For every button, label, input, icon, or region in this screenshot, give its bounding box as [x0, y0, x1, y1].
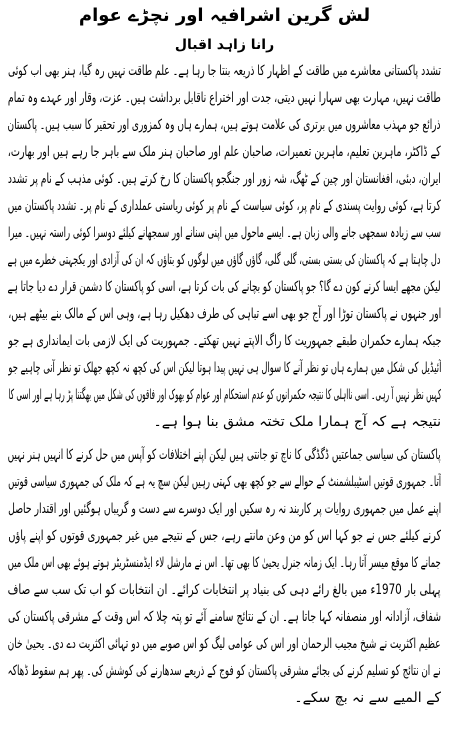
body-line-text: طاقت نہیں، مہارت بھی سہارا نہیں دیتی، جدت اور اختراع ناقابل برداشت ہیں۔ عزت، وقار اور عہدے وہ تمام — [8, 90, 441, 106]
body-line-text: اپنے عمل میں جمہوری روایات پر کاربند نہ رہ سکیں اور ایک دوسرے سے دست و گریباں ہوگئیں اور اقتدار حاصل — [8, 501, 441, 517]
body-line-text: دل چاہتا ہے کہ پاکستان کی بستی بستی، گلی گلی، گاؤں گاؤں میں لوگوں کو بتاؤں کہ ان کی آزادی اور یکجہتی خطرے میں ہے — [8, 252, 441, 268]
body-line — [8, 85, 441, 112]
body-line — [8, 382, 441, 409]
body-line — [8, 193, 441, 220]
body-line — [8, 355, 441, 382]
body-line-text: اور جنہوں نے پاکستان توڑا اور آج جو بھی اسے تباہی کی طرف دھکیل رہا ہے، وہی اس کے مالک بنے بیٹھے ہیں، — [8, 306, 441, 322]
body-line — [8, 577, 441, 604]
body-line — [8, 631, 441, 658]
body-line-text: کے المیے سے نہ بچ سکے۔ — [294, 690, 441, 706]
body-line-text: کے ڈاکٹر، ماہرین تعلیم، ماہرین تعمیرات، صاحبان علم اور صاحبان ہنر ملک سے باہر جا رہے ہیں اور بھارت، — [8, 144, 441, 160]
body-line-text: آئیڈیل کی شکل میں ہمارے ہاں تو نظر آنے کا سوال ہی نہیں پیدا ہوتا لیکن اس کی کچھ نہ کچھ جھلک تو نظر آنی چاہیے جو — [8, 360, 441, 376]
body-line-text: جبکہ ہمارے حکمران طبقے جمہوریت کا راگ الاپتے نہیں تھکتے۔ جمہوریت کی ایک لازمی بات ایمانداری ہے جو — [8, 333, 441, 349]
body-line — [8, 685, 441, 712]
body-line-text: لیکن مجھے ایسا کرنے کون دے گا؟ جو پاکستان کو بچانے کی بات کرتا ہے، اسی کو پاکستان کا دشمن قرار دے دیا جاتا ہے — [8, 279, 441, 295]
body-line-text: کرتا ہے، کوئی روایت پسندی کے نام پر، کوئی سیاست کے نام پر کوئی ریاستی عملداری کے نام پر۔ تشدد پاکستان میں — [8, 198, 441, 214]
article-paragraph-2 — [8, 442, 441, 712]
article-paragraph-1 — [8, 58, 441, 436]
body-line — [8, 523, 441, 550]
body-line-text: ایران، دبئی، افغانستان اور چین کے ٹھگ، شہ زور اور جنگجو پاکستان کا رخ کرتے ہیں۔ کوئی مذہب کے نام پر تشدد — [8, 171, 441, 187]
body-line — [8, 166, 441, 193]
body-line-text: جمانے کا موقع میسر آتا رہا۔ ایک زمانہ جنرل یحییٰ کا بھی تھا۔ اس نے مارشل لاء ایڈمنسٹریٹر ہوتے ہوئے بھی اس ملک میں — [8, 555, 441, 571]
body-line-text: پہلی بار 1970ء میں بالغ رائے دہی کی بنیاد پر انتخابات کرائے۔ ان انتخابات کو اب تک سب سے صاف — [8, 582, 441, 598]
body-line — [8, 220, 441, 247]
body-line-text: سب سے زیادہ سمجھی جانے والی زبان ہے۔ ایسے ماحول میں اپنی سنانے اور سمجھانے کیلئے دوسرا کوئی راستہ نہیں۔ میرا — [8, 225, 441, 241]
body-line — [8, 247, 441, 274]
body-line — [8, 469, 441, 496]
body-line-text: آتا۔ جمہوری قوتیں اسٹیبلشمنٹ کے حوالے سے جو کچھ بھی کہتی رہیں لیکن سچ یہ ہے کہ ملک کی جمہوری سیاسی قوتیں — [8, 474, 441, 490]
body-line — [8, 112, 441, 139]
body-line-text: پاکستان کی سیاسی جماعتیں ڈگڈگی کا ناچ تو جانتی ہیں لیکن اپنے اختلافات کو آپس میں حل کرنے کا انہیں ہنر نہیں — [8, 447, 441, 463]
body-line — [8, 550, 441, 577]
body-line-text: شفاف، آزادانہ اور منصفانہ کہا جاتا ہے۔ ان کے نتائج سامنے آئے تو پتہ چلا کہ اس وقت کے مشرقی پاکستان کی — [8, 609, 441, 625]
body-line — [8, 139, 441, 166]
body-line-text: کرنے کیلئے جس نے جو کہا اس کو من وعن مانتے رہے، جس کے نتیجے میں غیر جمہوری قوتوں کو اپنے پاؤں — [8, 528, 441, 544]
body-line-text: ذرائع جو مہذب معاشروں میں برتری کی علامت ہوتے ہیں، ہمارے ہاں وہ کمزوری اور تحقیر کا سبب ہیں۔ پاکستان — [8, 117, 441, 133]
body-line-text: کہیں نظر نہیں آ رہی۔ اسی نااہلی کا نتیجہ حکمرانوں کو عدم استحکام اور عوام کو بھوک اور فاقوں کی شکل میں بھگتنا پڑ رہا ہے اور اسی کا — [8, 387, 441, 403]
body-line-text: نے ان نتائج کو تسلیم کرنے کی بجائے مشرقی پاکستان کو فوج کے ذریعے سدھارنے کی کوشش کی۔ پھر ہم سقوط ڈھاکہ — [8, 663, 441, 679]
body-line — [8, 328, 441, 355]
article-title: لش گرین اشرافیہ اور نچڑے عوام — [78, 5, 371, 26]
body-line — [8, 58, 441, 85]
body-line — [8, 409, 441, 436]
body-line-text: عظیم اکثریت نے شیخ مجیب الرحمان اور اس کی عوامی لیگ کو اس صوبے میں دو تہائی اکثریت دے دی۔ یحییٰ خان — [8, 636, 441, 652]
article-author: رانا زاہد اقبال — [174, 37, 275, 53]
body-line-text: تشدد پاکستانی معاشرے میں طاقت کے اظہار کا ذریعہ بنتا جا رہا ہے۔ علم طاقت نہیں رہ گیا، ہنر بھی اب کوئی — [8, 63, 441, 79]
body-line — [8, 301, 441, 328]
body-line — [8, 442, 441, 469]
body-line-text: نتیجہ ہے کہ آج ہمارا ملک تختہ مشق بنا ہوا ہے۔ — [153, 414, 441, 430]
body-line — [8, 274, 441, 301]
body-line — [8, 658, 441, 685]
body-line — [8, 604, 441, 631]
body-line — [8, 496, 441, 523]
